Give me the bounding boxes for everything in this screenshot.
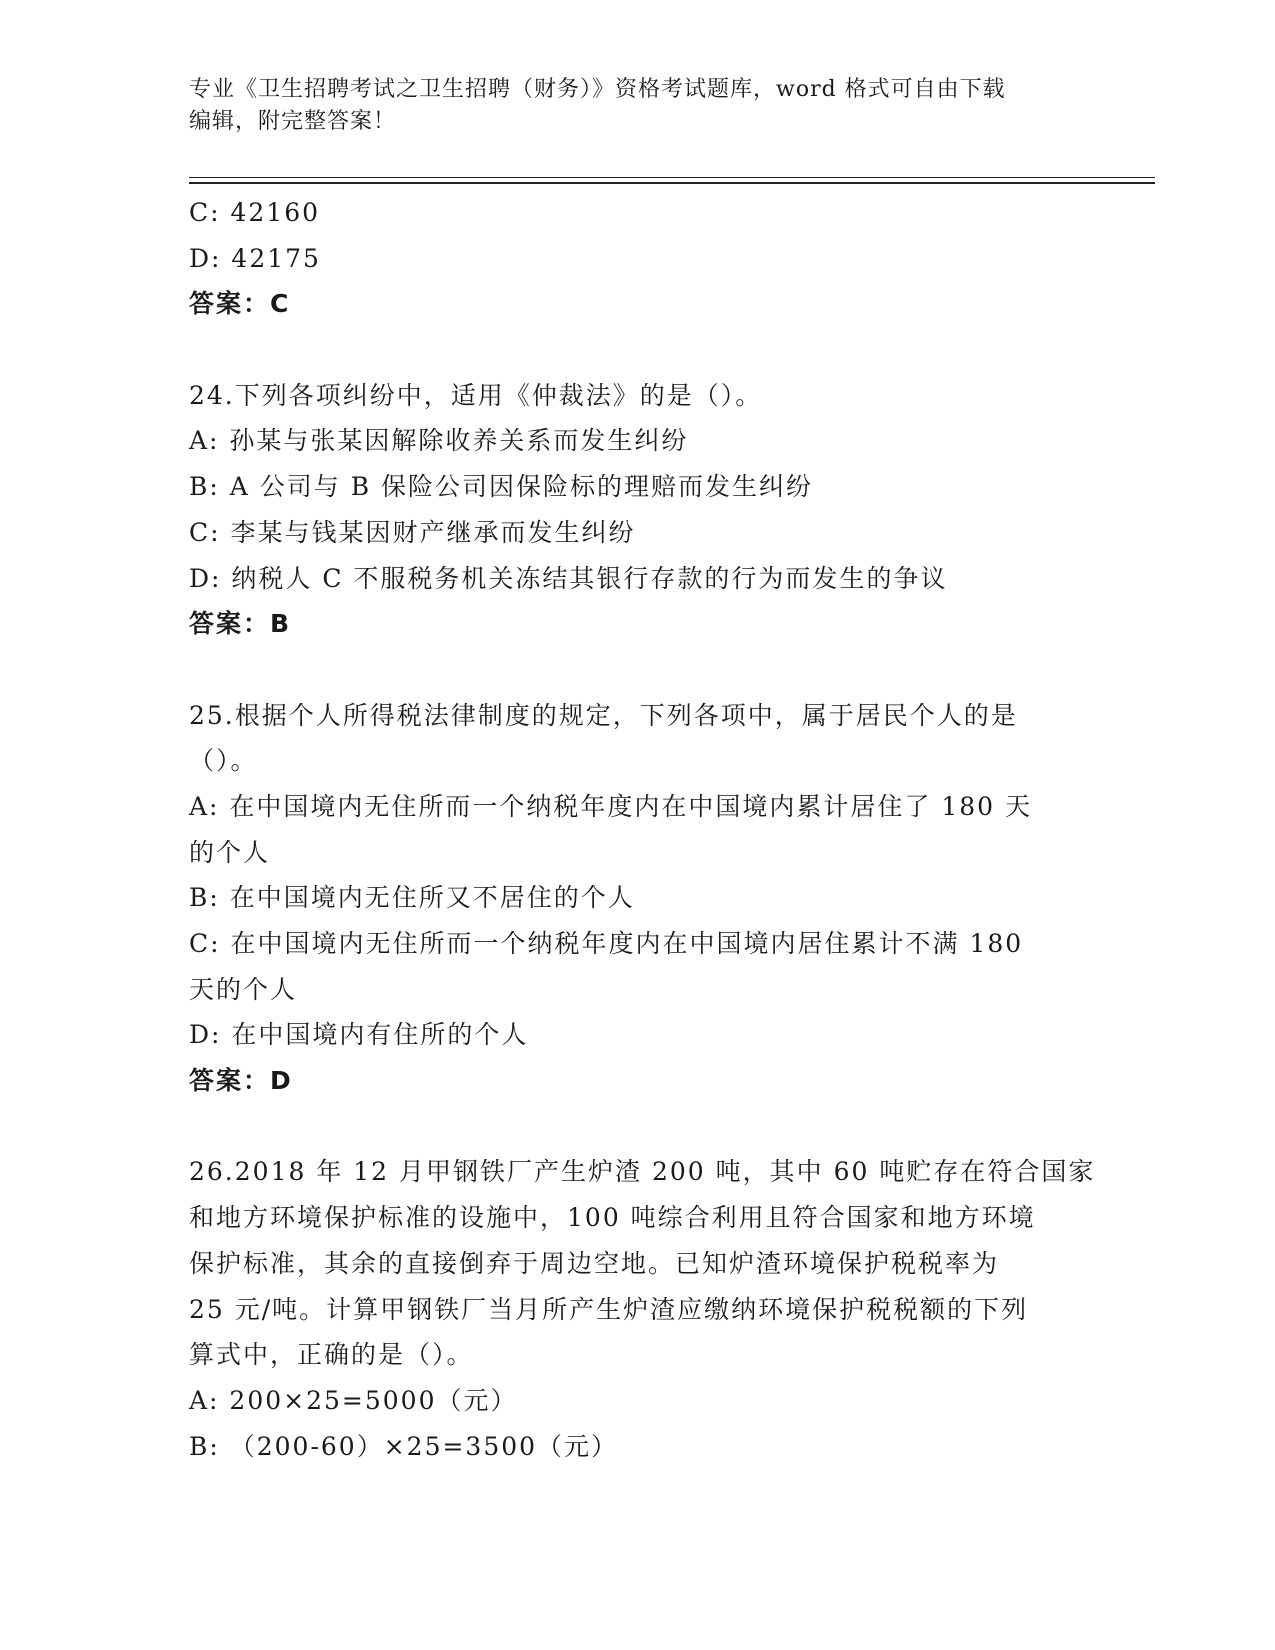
q24-answer: 答案：B (189, 609, 292, 639)
q23-option-d: D: 42175 (189, 243, 321, 273)
spacer (189, 647, 1089, 693)
q24-option-c: C: 李某与钱某因财产继承而发生纠纷 (189, 517, 636, 547)
q25-option-b: B: 在中国境内无住所又不居住的个人 (189, 883, 635, 913)
q26-stem-line-2: 和地方环境保护标准的设施中，100 吨综合利用且符合国家和地方环境 (189, 1203, 1036, 1233)
q25-option-c-line-1: C: 在中国境内无住所而一个纳税年度内在中国境内居住累计不满 180 (189, 929, 1024, 958)
q26-stem-line-1: 26.2018 年 12 月甲钢铁厂产生炉渣 200 吨，其中 60 吨贮存在符合国家 (189, 1157, 1096, 1187)
q24-option-b: B: A 公司与 B 保险公司因保险标的理赔而发生纠纷 (189, 472, 814, 502)
q24-option-d: D: 纳税人 C 不服税务机关冻结其银行存款的行为而发生的争议 (189, 563, 948, 593)
q26-stem-line-4: 25 元/吨。计算甲钢铁厂当月所产生炉渣应缴纳环境保护税税额的下列 (189, 1294, 1029, 1324)
q26-option-b: B: （200-60）×25=3500（元） (189, 1431, 619, 1461)
q26-option-a: A: 200×25=5000（元） (189, 1385, 518, 1415)
q25-stem-line-2: （）。 (189, 746, 258, 776)
q25-option-d: D: 在中国境内有住所的个人 (189, 1020, 529, 1050)
document-header (189, 74, 1069, 138)
q25-option-a-line-1: A: 在中国境内无住所而一个纳税年度内在中国境内累计居住了 180 天 (189, 791, 1033, 821)
spacer (189, 1104, 1089, 1150)
q26-stem-line-3: 保护标准，其余的直接倒弃于周边空地。已知炉渣环境保护税税率为 (189, 1248, 1000, 1278)
q24-stem: 24.下列各项纠纷中，适用《仲裁法》的是（）。 (189, 380, 763, 410)
question-content (189, 190, 1096, 1469)
spacer (189, 327, 1089, 373)
header-line-2: 编辑，附完整答案！ (189, 109, 397, 134)
q25-option-c-line-2: 天的个人 (189, 974, 298, 1004)
header-divider-thin (189, 177, 1155, 178)
q26-stem-line-5: 算式中，正确的是（）。 (189, 1340, 474, 1370)
q25-option-a-line-2: 的个人 (189, 837, 271, 867)
q23-answer: 答案：C (189, 289, 291, 319)
q25-stem-line-1: 25.根据个人所得税法律制度的规定，下列各项中，属于居民个人的是 (189, 700, 1018, 730)
q25-answer: 答案：D (189, 1066, 293, 1096)
q24-option-a: A: 孙某与张某因解除收养关系而发生纠纷 (189, 426, 689, 456)
header-divider-thick (189, 182, 1155, 184)
q23-option-c: C: 42160 (189, 198, 321, 227)
header-line-1: 专业《卫生招聘考试之卫生招聘（财务）》资格考试题库，word 格式可自由下载 (189, 77, 1006, 102)
